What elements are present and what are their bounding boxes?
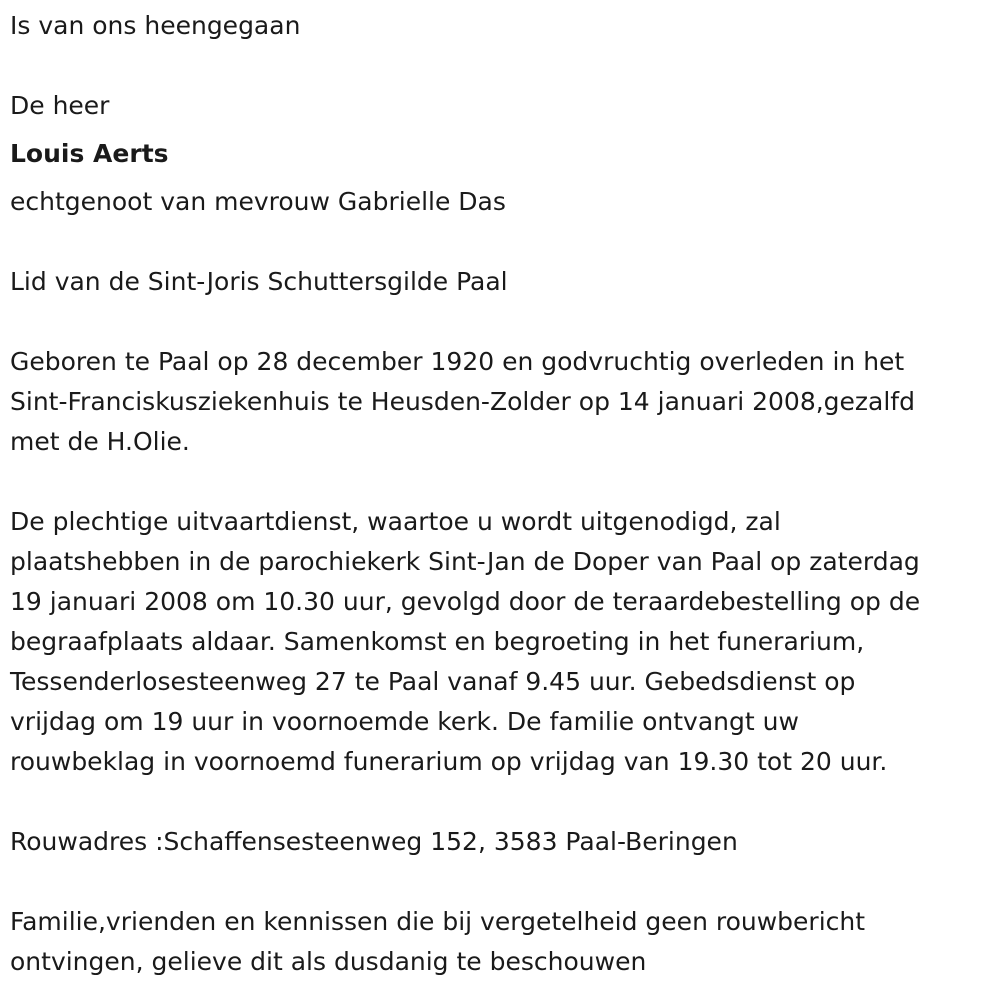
paragraph-line: met de H.Olie.	[10, 427, 190, 456]
paragraph-line: ontvingen, gelieve dit als dusdanig te beschouwen	[10, 947, 647, 976]
closing-paragraph	[10, 902, 990, 982]
birth-death-paragraph	[10, 342, 990, 462]
paragraph-line: Tessenderlosesteenweg 27 te Paal vanaf 9.45 uur. Gebedsdienst op	[10, 667, 856, 696]
paragraph-line: plaatshebben in de parochiekerk Sint-Jan de Doper van Paal op zaterdag	[10, 547, 920, 576]
spacer	[10, 46, 990, 86]
intro-text: Is van ons heengegaan	[10, 11, 301, 40]
membership-text: Lid van de Sint-Joris Schuttersgilde Paal	[10, 267, 508, 296]
spacer	[10, 302, 990, 342]
spacer	[10, 462, 990, 502]
paragraph-line: begraafplaats aldaar. Samenkomst en begroeting in het funerarium,	[10, 627, 865, 656]
spouse-text: echtgenoot van mevrouw Gabrielle Das	[10, 187, 506, 216]
paragraph-line: Familie,vrienden en kennissen die bij vergetelheid geen rouwbericht	[10, 907, 866, 936]
deceased-name: Louis Aerts	[10, 139, 169, 168]
paragraph-line: Sint-Franciskusziekenhuis te Heusden-Zolder op 14 januari 2008,gezalfd	[10, 387, 915, 416]
paragraph-line: 19 januari 2008 om 10.30 uur, gevolgd door de teraardebestelling op de	[10, 587, 921, 616]
salutation-text: De heer	[10, 91, 110, 120]
service-paragraph	[10, 502, 990, 782]
death-notice	[10, 6, 990, 982]
spacer	[10, 222, 990, 262]
paragraph-line: rouwbeklag in voornoemd funerarium op vrijdag van 19.30 tot 20 uur.	[10, 747, 888, 776]
paragraph-line: vrijdag om 19 uur in voornoemde kerk. De familie ontvangt uw	[10, 707, 799, 736]
paragraph-line: Geboren te Paal op 28 december 1920 en godvruchtig overleden in het	[10, 347, 905, 376]
spacer	[10, 862, 990, 902]
spacer	[10, 782, 990, 822]
paragraph-line: De plechtige uitvaartdienst, waartoe u wordt uitgenodigd, zal	[10, 507, 781, 536]
mourning-address: Rouwadres :Schaffensesteenweg 152, 3583 Paal-Beringen	[10, 827, 738, 856]
